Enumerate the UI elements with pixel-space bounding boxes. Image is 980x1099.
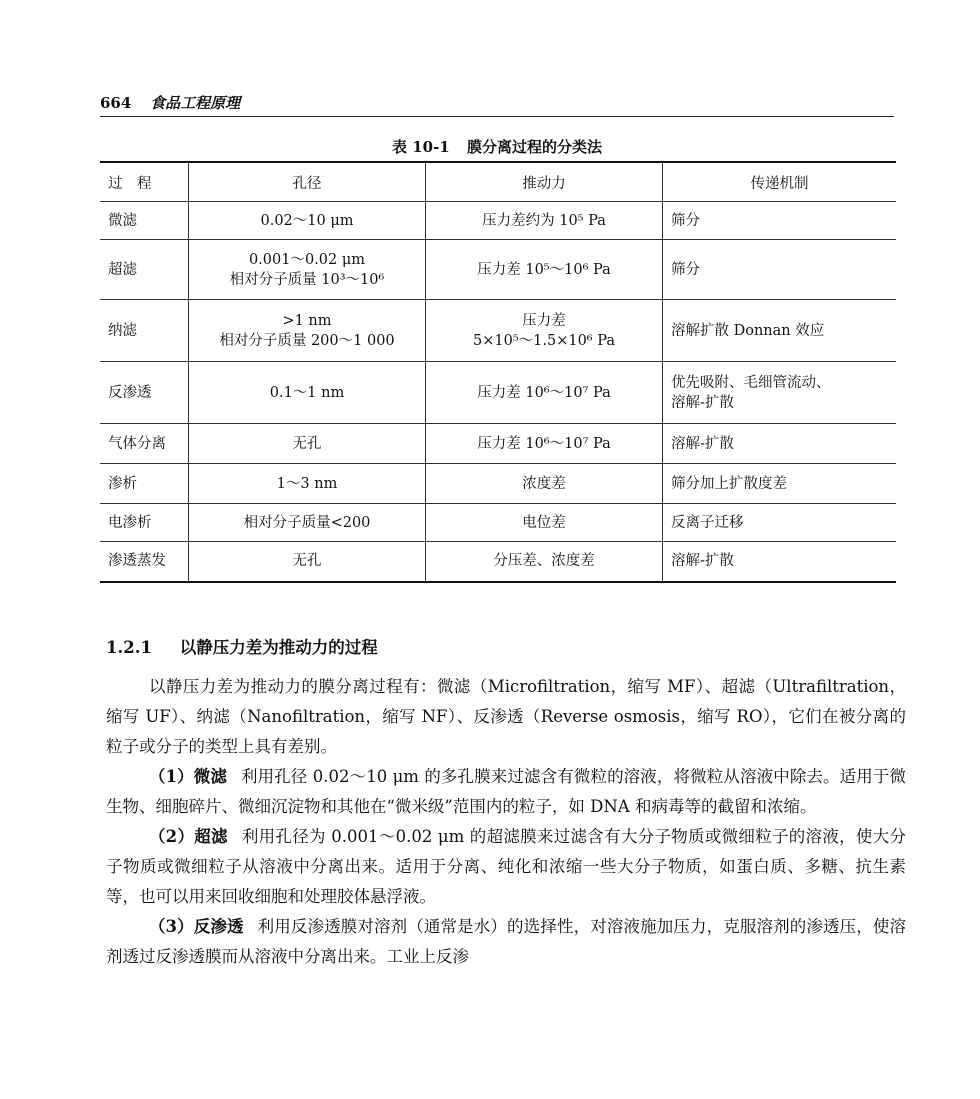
cell-line: 溶解-扩散 (671, 435, 734, 452)
table-row (100, 464, 896, 504)
cell-pore (189, 202, 426, 240)
cell-line: 0.001～0.02 μm (248, 251, 366, 268)
cell-line: 相对分子质量 10³～10⁶ (229, 271, 385, 288)
cell-line: 无孔 (292, 435, 322, 452)
cell-line: 微滤 (108, 212, 137, 229)
column-header-force: 推动力 (426, 162, 663, 202)
column-header-mechanism: 传递机制 (663, 162, 897, 202)
cell-line: 反离子迁移 (671, 514, 744, 531)
cell-line: 优先吸附、毛细管流动、 (671, 374, 831, 391)
paragraph-text: 利用孔径为 0.001～0.02 μm 的超滤膜来过滤含有大分子物质或微细粒子的溶液，使大分子物质或微细粒子从溶液中分离出来。适用于分离、纯化和浓缩一些大分子物质，如蛋白质、多糖、抗生素等，也可以用来回收细胞和处理胶体悬浮液。 (106, 827, 906, 906)
table-number: 表 10-1 (391, 138, 450, 156)
table-caption (100, 137, 894, 157)
cell-line: 压力差 10⁶～10⁷ Pa (477, 435, 611, 452)
cell-process (100, 300, 189, 362)
cell-mechanism (663, 542, 897, 582)
cell-line: 反渗透 (108, 384, 152, 401)
cell-line: 筛分 (671, 212, 700, 229)
cell-mechanism (663, 424, 897, 464)
cell-force (426, 362, 663, 424)
cell-pore (189, 300, 426, 362)
cell-line: 分压差、浓度差 (493, 553, 595, 570)
table-row (100, 202, 896, 240)
cell-pore (189, 542, 426, 582)
paragraph (106, 822, 906, 912)
cell-mechanism (663, 362, 897, 424)
cell-line: 0.1～1 nm (269, 384, 345, 401)
cell-line: 电渗析 (108, 514, 152, 531)
body-text (106, 672, 906, 972)
table-row (100, 424, 896, 464)
cell-force (426, 464, 663, 504)
cell-mechanism (663, 464, 897, 504)
cell-line: 压力差 10⁵～10⁶ Pa (477, 261, 611, 278)
cell-line: 压力差 10⁶～10⁷ Pa (477, 384, 611, 401)
cell-process (100, 202, 189, 240)
cell-mechanism (663, 202, 897, 240)
paragraph-text: 利用反渗透膜对溶剂（通常是水）的选择性，对溶液施加压力，克服溶剂的渗透压，使溶剂透过反渗透膜而从溶液中分离出来。工业上反渗 (106, 917, 906, 966)
column-header-pore: 孔径 (189, 162, 426, 202)
paragraph-text: 利用孔径 0.02～10 μm 的多孔膜来过滤含有微粒的溶液，将微粒从溶液中除去。适用于微生物、细胞碎片、微细沉淀物和其他在“微米级”范围内的粒子，如 DNA 和病毒等的截留和浓缩。 (106, 767, 907, 816)
paragraph (106, 672, 906, 762)
cell-line: 渗析 (108, 475, 137, 492)
book-title: 食品工程原理 (150, 94, 241, 112)
cell-line: 5×10⁵～1.5×10⁶ Pa (473, 332, 615, 349)
cell-line: 1～3 nm (276, 475, 338, 492)
cell-process (100, 240, 189, 300)
cell-process (100, 464, 189, 504)
cell-line: 筛分加上扩散度差 (671, 475, 787, 492)
cell-line: 溶解-扩散 (671, 394, 734, 411)
cell-force (426, 240, 663, 300)
column-header-process: 过 程 (100, 162, 189, 202)
paragraph (106, 912, 906, 972)
table-row (100, 300, 896, 362)
cell-pore (189, 362, 426, 424)
cell-line: 溶解-扩散 (671, 553, 734, 570)
table-row (100, 504, 896, 542)
cell-line: 筛分 (671, 261, 700, 278)
cell-line: 相对分子质量 200～1 000 (219, 332, 395, 349)
cell-line: 0.02～10 μm (260, 212, 354, 229)
table-row (100, 542, 896, 582)
cell-line: 超滤 (108, 261, 137, 278)
cell-line: 浓度差 (522, 475, 566, 492)
cell-force (426, 542, 663, 582)
section-heading (106, 634, 378, 658)
cell-line: 渗透蒸发 (108, 553, 166, 570)
cell-line: 相对分子质量<200 (243, 514, 371, 531)
cell-line: >1 nm (282, 312, 332, 329)
paragraph-text: 以静压力差为推动力的膜分离过程有：微滤（Microfiltration，缩写 MF）、超滤（Ultrafiltration，缩写 UF）、纳滤（Nanofiltration，缩写 NF）、反渗透（Reverse osmosis，缩写 RO），它们在被分离的粒子或分子的类型上具有差别。 (106, 677, 906, 756)
cell-process (100, 362, 189, 424)
paragraph-lead-term: （1）微滤 (148, 767, 227, 786)
section-number: 1.2.1 (106, 638, 152, 657)
page-number: 664 (100, 94, 132, 112)
section-title: 以静压力差为推动力的过程 (179, 638, 378, 657)
table-row (100, 362, 896, 424)
cell-line: 无孔 (292, 553, 322, 570)
cell-pore (189, 464, 426, 504)
membrane-classification-table (100, 161, 896, 583)
cell-force (426, 300, 663, 362)
cell-line: 气体分离 (108, 435, 166, 452)
cell-line: 溶解扩散 Donnan 效应 (671, 322, 825, 339)
paragraph (106, 762, 906, 822)
cell-process (100, 542, 189, 582)
table-body (100, 202, 896, 582)
cell-force (426, 424, 663, 464)
cell-line: 电位差 (522, 514, 566, 531)
page-header (100, 92, 894, 117)
paragraph-lead-term: （2）超滤 (148, 827, 228, 846)
cell-line: 纳滤 (108, 322, 137, 339)
table-header-row (100, 162, 896, 202)
paragraph-lead-term: （3）反渗透 (148, 917, 244, 936)
cell-line: 压力差约为 10⁵ Pa (482, 212, 606, 229)
cell-process (100, 424, 189, 464)
cell-pore (189, 424, 426, 464)
cell-mechanism (663, 504, 897, 542)
cell-pore (189, 504, 426, 542)
cell-pore (189, 240, 426, 300)
cell-mechanism (663, 300, 897, 362)
cell-line: 压力差 (522, 312, 566, 329)
table-row (100, 240, 896, 300)
cell-process (100, 504, 189, 542)
cell-mechanism (663, 240, 897, 300)
cell-force (426, 202, 663, 240)
table-title: 膜分离过程的分类法 (466, 138, 602, 156)
cell-force (426, 504, 663, 542)
